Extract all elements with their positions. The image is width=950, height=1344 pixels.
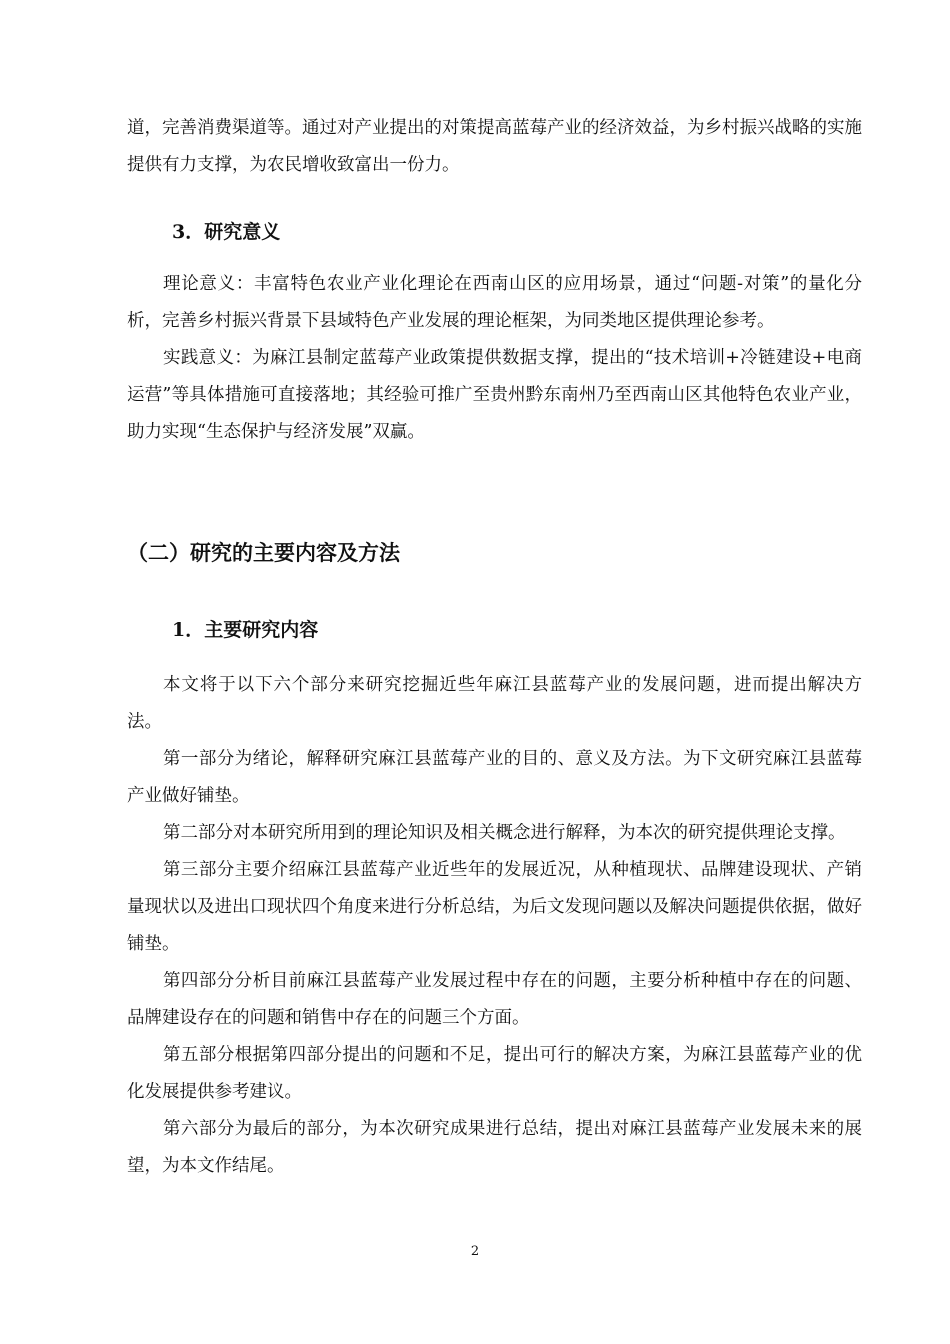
heading-research-significance: 3．研究意义 (172, 221, 281, 243)
paragraph-part-two: 第二部分对本研究所用到的理论知识及相关概念进行解释，为本次的研究提供理论支撑。 (163, 823, 846, 843)
paragraph-practical-significance: 实践意义：为麻江县制定蓝莓产业政策提供数据支撑，提出的“技术培训+冷链建设+电商运营”等具体措施可直接落地；其经验可推广至贵州黔东南州乃至西南山区其他特色农业产业，助力实现“生态保护与经济发展”双赢。 (127, 348, 862, 442)
paragraph-part-six: 第六部分为最后的部分，为本次研究成果进行总结，提出对麻江县蓝莓产业发展未来的展望，为本文作结尾。 (127, 1119, 862, 1176)
paragraph-part-four: 第四部分分析目前麻江县蓝莓产业发展过程中存在的问题，主要分析种植中存在的问题、品牌建设存在的问题和销售中存在的问题三个方面。 (127, 971, 862, 1028)
paragraph-part-three: 第三部分主要介绍麻江县蓝莓产业近些年的发展近况，从种植现状、品牌建设现状、产销量现状以及进出口现状四个角度来进行分析总结，为后文发现问题以及解决问题提供依据，做好铺垫。 (127, 860, 862, 954)
paragraph-overview: 本文将于以下六个部分来研究挖掘近些年麻江县蓝莓产业的发展问题，进而提出解决方法。 (127, 675, 862, 732)
heading-section-contents-methods: （二）研究的主要内容及方法 (127, 540, 400, 565)
paragraph-intro-continuation: 道，完善消费渠道等。通过对产业提出的对策提高蓝莓产业的经济效益，为乡村振兴战略的实施提供有力支撑，为农民增收致富出一份力。 (127, 118, 862, 175)
paragraph-part-one: 第一部分为绪论，解释研究麻江县蓝莓产业的目的、意义及方法。为下文研究麻江县蓝莓产业做好铺垫。 (127, 749, 862, 806)
main-content-section (127, 667, 862, 1185)
significance-section (127, 266, 862, 451)
paragraph-theoretical-significance: 理论意义：丰富特色农业产业化理论在西南山区的应用场景，通过“问题-对策”的量化分析，完善乡村振兴背景下县域特色产业发展的理论框架，为同类地区提供理论参考。 (127, 274, 862, 331)
paragraph-part-five: 第五部分根据第四部分提出的问题和不足，提出可行的解决方案，为麻江县蓝莓产业的优化发展提供参考建议。 (127, 1045, 862, 1102)
page-number: 2 (470, 1244, 480, 1259)
intro-continuation (127, 110, 862, 184)
heading-main-research-content: 1．主要研究内容 (172, 619, 319, 641)
